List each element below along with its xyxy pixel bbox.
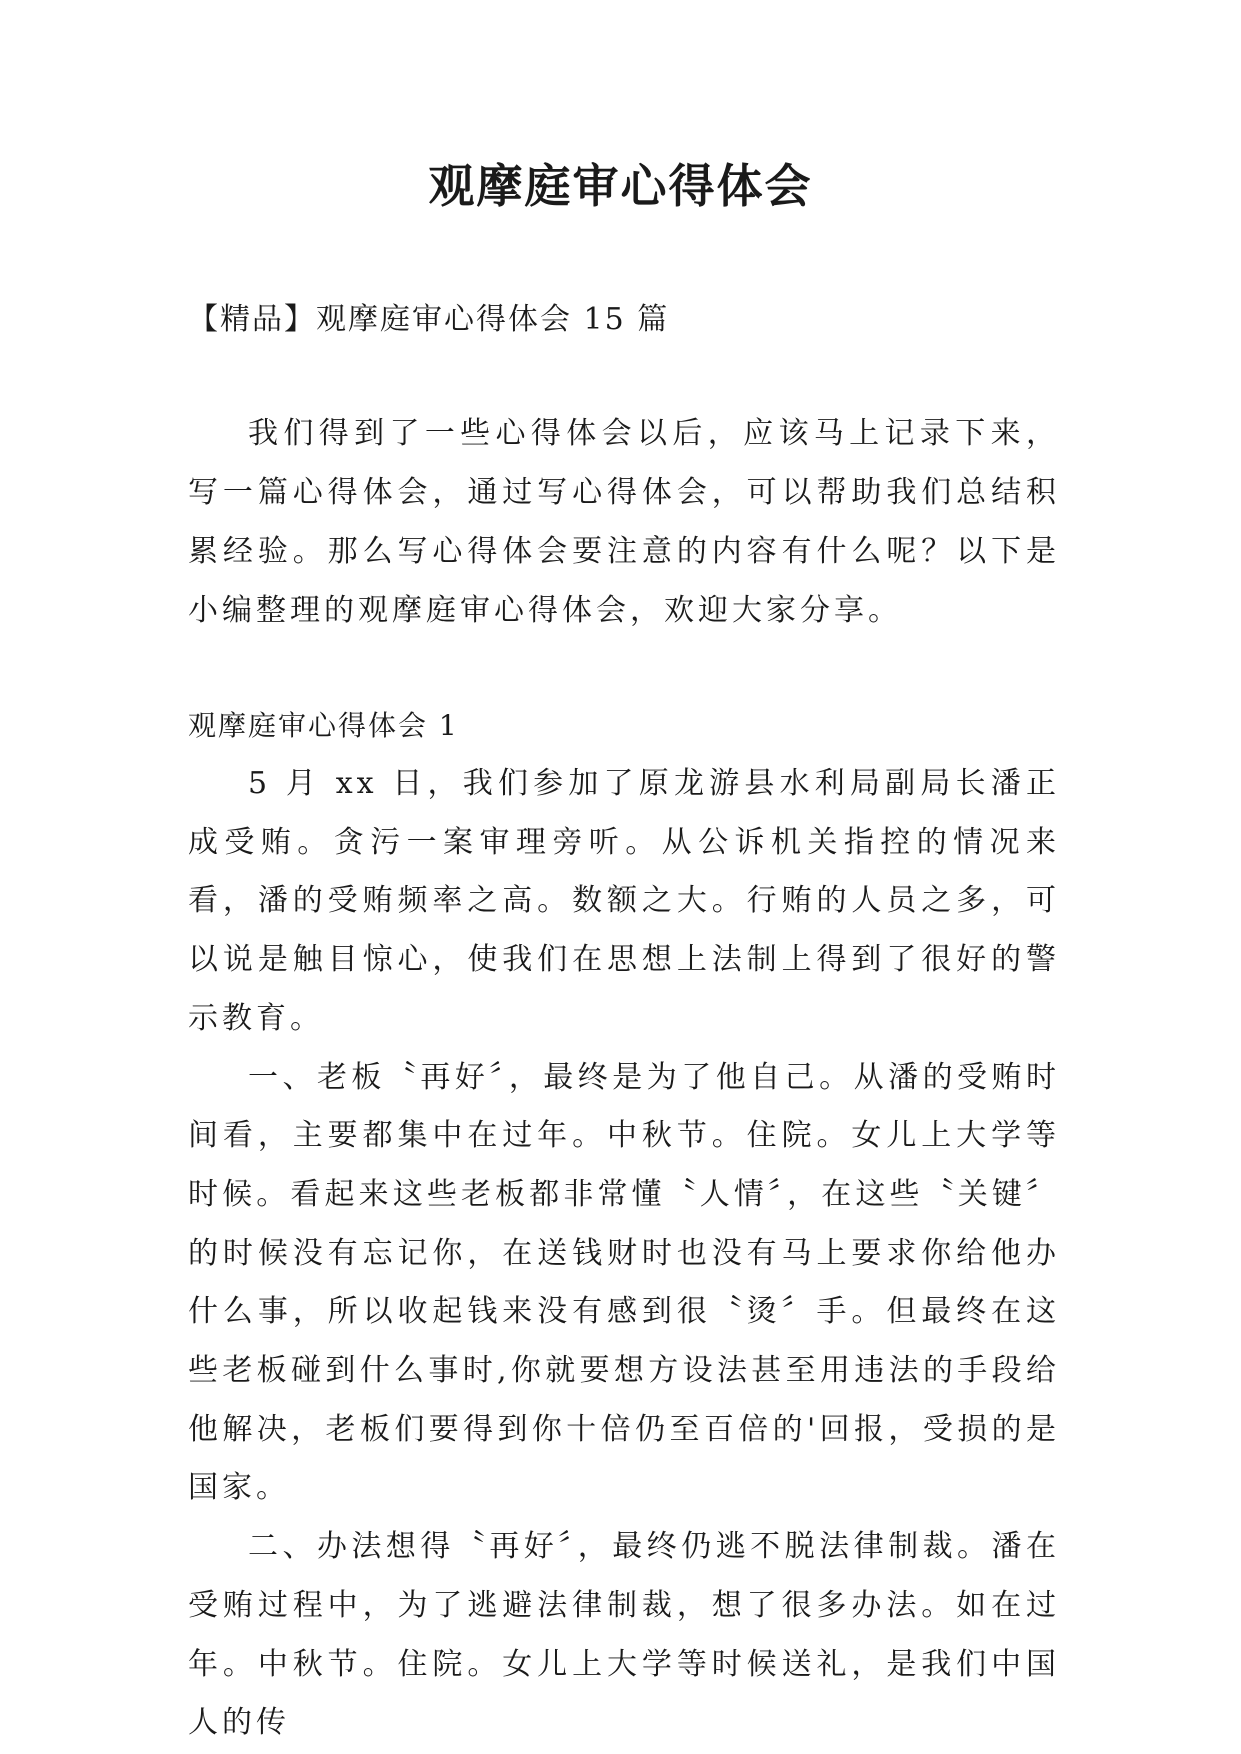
intro-paragraph: 我们得到了一些心得体会以后，应该马上记录下来，写一篇心得体会，通过写心得体会，可以帮助我们总结积累经验。那么写心得体会要注意的内容有什么呢？以下是小编整理的观摩庭审心得体会，欢迎大家分享。 — [188, 416, 1060, 628]
section-heading: 观摩庭审心得体会 1 — [188, 709, 459, 742]
body-paragraph-3: 二、办法想得〝再好〞，最终仍逃不脱法律制裁。潘在受贿过程中，为了逃避法律制裁，想了很多办法。如在过年。中秋节。住院。女儿上大学等时候送礼，是我们中国人的传 — [188, 1529, 1060, 1741]
intro-section — [188, 404, 1060, 640]
body-paragraph-2: 一、老板〝再好〞，最终是为了他自己。从潘的受贿时间看，主要都集中在过年。中秋节。住院。女儿上大学等时候。看起来这些老板都非常懂〝人情〞，在这些〝关键〞的时候没有忘记你，在送钱财时也没有马上要求你给他办什么事，所以收起钱来没有感到很〝烫〞手。但最终在这些老板碰到什么事时,你就要想方设法甚至用违法的手段给他解决，老板们要得到你十倍仍至百倍的'回报，受损的是国家。 — [188, 1059, 1060, 1506]
page-title: 观摩庭审心得体会 — [428, 159, 813, 213]
body-paragraph-1: 5 月 xx 日，我们参加了原龙游县水利局副局长潘正成受贿。贪污一案审理旁听。从公诉机关指控的情况来看，潘的受贿频率之高。数额之大。行贿的人员之多，可以说是触目惊心，使我们在思想上法制上得到了很好的警示教育。 — [188, 766, 1060, 1036]
document-subtitle: 【精品】观摩庭审心得体会 15 篇 — [188, 302, 670, 337]
section-body — [188, 755, 1060, 1753]
